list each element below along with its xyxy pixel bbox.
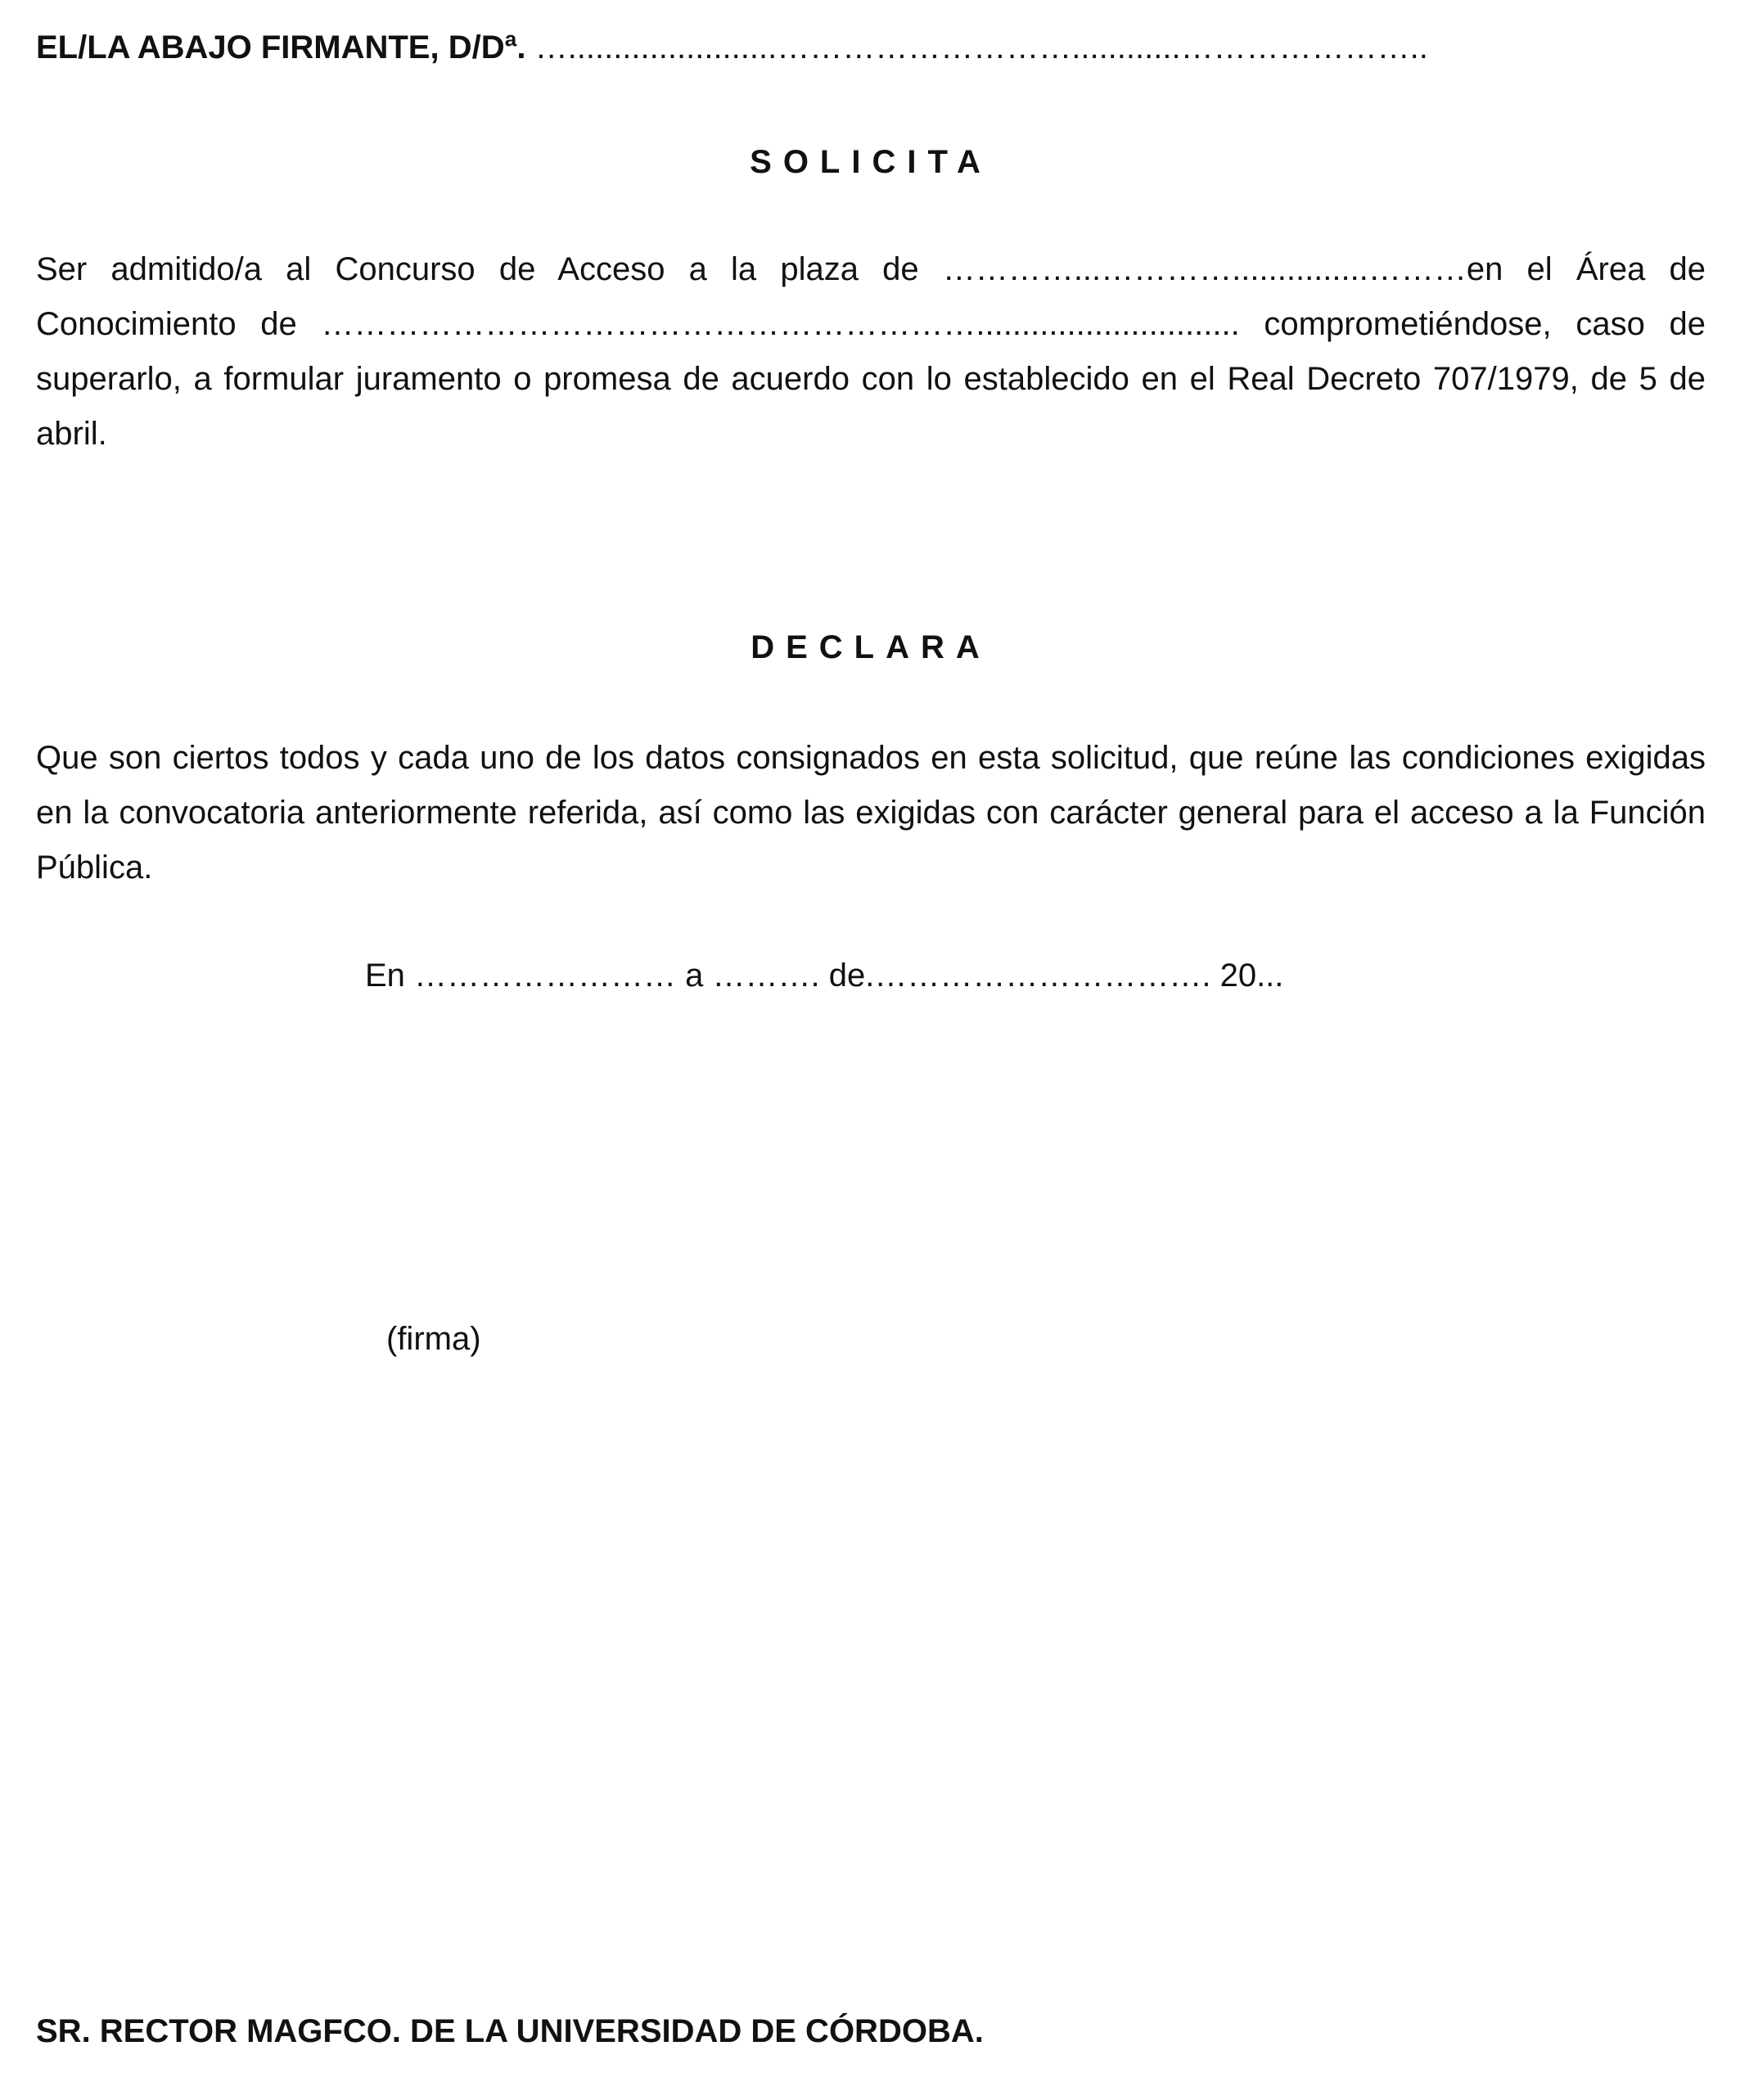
applicant-name-blank: ….......................………………………............………………….. [534, 29, 1428, 65]
application-form-page [36, 0, 1706, 2100]
addressee-line: SR. RECTOR MAGFCO. DE LA UNIVERSIDAD DE CÓRDOBA. [36, 2013, 984, 2049]
solicita-heading: SOLICITA [750, 144, 992, 180]
applicant-name-line [36, 28, 1706, 67]
declara-heading: DECLARA [751, 629, 991, 665]
signature-label: (firma) [386, 1321, 481, 1357]
place-date-line: En …………………… a ………. de.…………………………. 20... [365, 958, 1284, 994]
declara-paragraph: Que son ciertos todos y cada uno de los datos consignados en esta solicitud, que reúne las condiciones exigidas en la convocatoria anteriormente referida, así como las exigidas con carácter general para el acceso a la Función Pública. [36, 740, 1706, 886]
applicant-name-label: EL/LA ABAJO FIRMANTE, D/Dª. [36, 29, 526, 65]
solicita-paragraph: Ser admitido/a al Concurso de Acceso a la plaza de …………...…………...............………en el Área de Conocimiento de ……………………………………………………............................. comprometiéndose, caso de superarlo, a formular juramento o promesa de acuerdo con lo establecido en el Real Decreto 707/1979, de 5 de abril. [36, 251, 1706, 452]
